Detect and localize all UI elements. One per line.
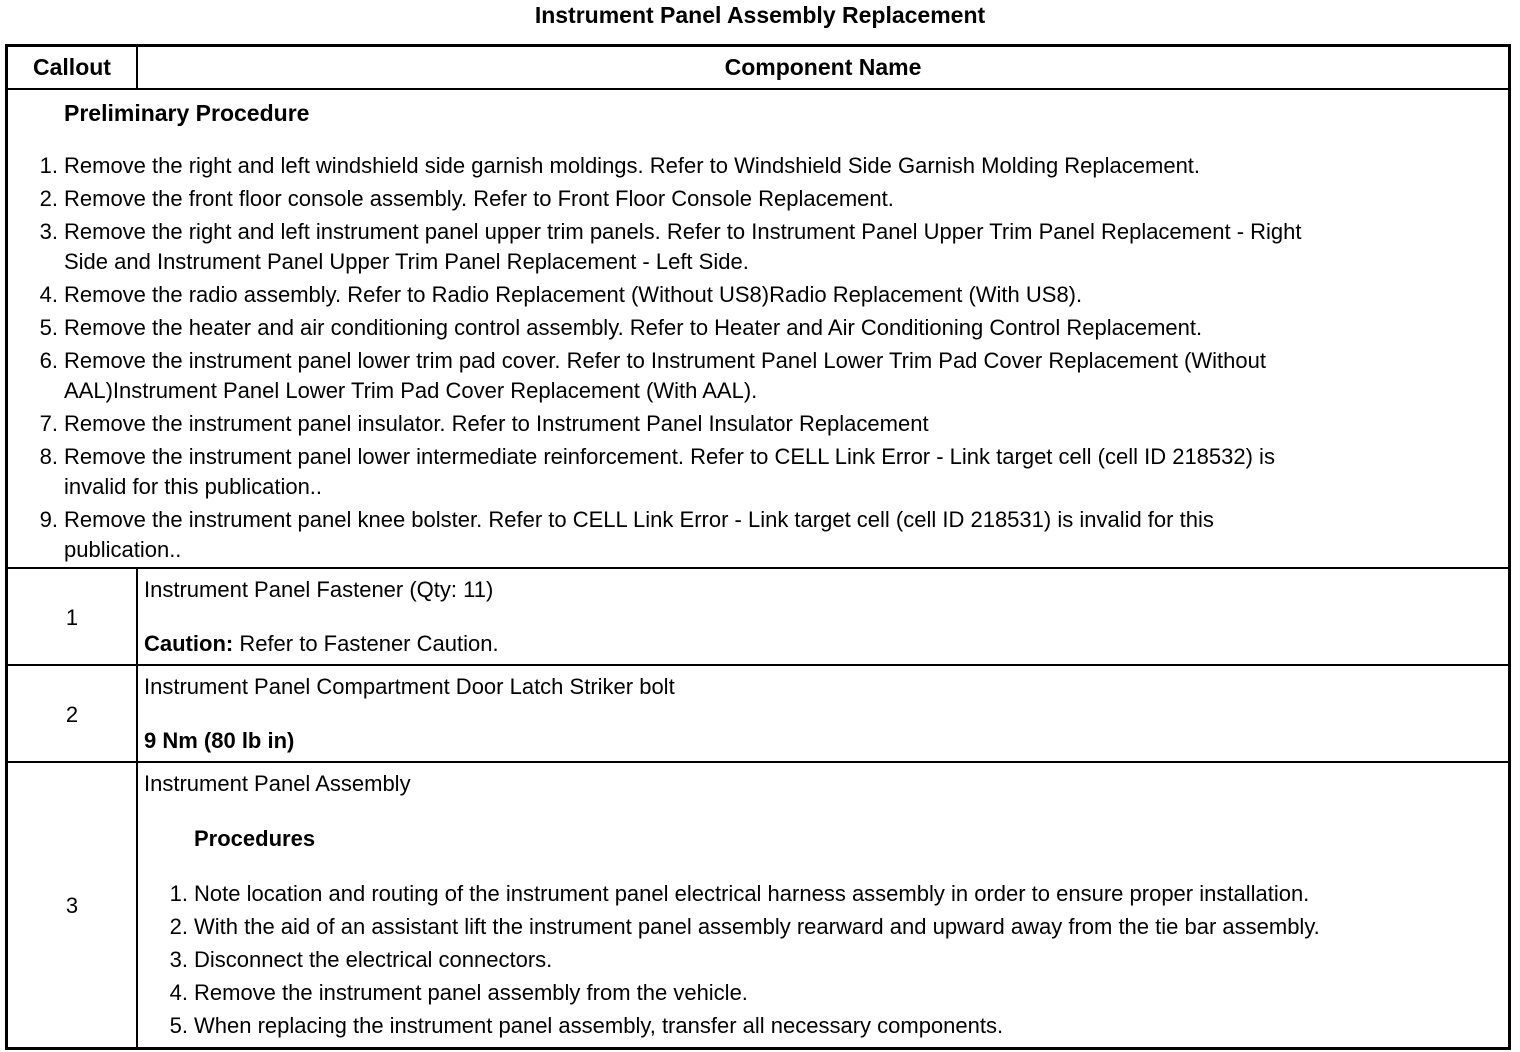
table-row: [8, 569, 1508, 664]
preliminary-step: [39, 280, 1494, 310]
step-text: publication..: [64, 537, 182, 562]
caution-text: Refer to Fastener Caution.: [233, 631, 499, 656]
caution-label: Caution:: [144, 631, 234, 656]
column-divider: [136, 47, 138, 88]
step-number: 3.: [169, 947, 188, 972]
step-number: 5.: [169, 1013, 188, 1038]
callout-number: 2: [65, 702, 79, 727]
component-name: Instrument Panel Compartment Door Latch Striker bolt: [144, 674, 675, 699]
step-number: 8.: [39, 444, 58, 469]
procedure-table: [5, 44, 1511, 1050]
preliminary-step: [39, 151, 1494, 181]
table-row: [8, 763, 1508, 1047]
step-text: Disconnect the electrical connectors.: [194, 947, 553, 972]
step-text: Remove the radio assembly. Refer to Radio Replacement (Without US8)Radio Replacement (With US8).: [64, 282, 1083, 307]
step-number: 5.: [39, 315, 58, 340]
step-text: Remove the front floor console assembly. Refer to Front Floor Console Replacement.: [64, 186, 894, 211]
step-text: Side and Instrument Panel Upper Trim Panel Replacement - Left Side.: [64, 249, 749, 274]
page-title: Instrument Panel Assembly Replacement: [534, 2, 986, 28]
step-number: 1.: [169, 881, 188, 906]
preliminary-step: [39, 346, 1494, 406]
step-text: Note location and routing of the instrument panel electrical harness assembly in order to ensure proper installation.: [194, 881, 1310, 906]
step-number: 7.: [39, 411, 58, 436]
component-name: Instrument Panel Fastener (Qty: 11): [144, 577, 494, 602]
step-text: With the aid of an assistant lift the instrument panel assembly rearward and upward away from the tie bar assembly.: [194, 914, 1320, 939]
caution-note: [144, 629, 499, 659]
header-component-name: Component Name: [724, 54, 922, 80]
torque-spec: 9 Nm (80 lb in): [144, 728, 295, 753]
header-callout: Callout: [33, 54, 111, 80]
preliminary-step: [39, 184, 1494, 214]
step-text: AAL)Instrument Panel Lower Trim Pad Cover Replacement (With AAL).: [64, 378, 758, 403]
procedure-step: [169, 1011, 1494, 1041]
preliminary-step: [39, 442, 1494, 502]
column-divider: [136, 569, 138, 1047]
step-number: 2.: [39, 186, 58, 211]
step-text: Remove the heater and air conditioning control assembly. Refer to Heater and Air Conditioning Control Replacement.: [64, 315, 1203, 340]
procedure-step: [169, 912, 1494, 942]
preliminary-step: [39, 217, 1494, 277]
procedure-step: [169, 945, 1494, 975]
procedures-heading: Procedures: [194, 826, 316, 851]
step-text: Remove the instrument panel insulator. Refer to Instrument Panel Insulator Replacement: [64, 411, 929, 436]
callout-number: 1: [65, 605, 79, 630]
callout-number: 3: [65, 893, 79, 918]
procedure-step: [169, 879, 1494, 909]
preliminary-steps: [39, 151, 1494, 568]
step-text: When replacing the instrument panel assembly, transfer all necessary components.: [194, 1013, 1004, 1038]
row-divider: [8, 88, 1508, 90]
step-number: 1.: [39, 153, 58, 178]
step-number: 6.: [39, 348, 58, 373]
preliminary-heading: Preliminary Procedure: [64, 100, 310, 126]
step-text: Remove the instrument panel lower trim pad cover. Refer to Instrument Panel Lower Trim Pad Cover Replacement (Without: [64, 348, 1266, 373]
preliminary-step: [39, 409, 1494, 439]
step-number: 4.: [39, 282, 58, 307]
procedure-steps: [169, 879, 1494, 1044]
preliminary-step: [39, 313, 1494, 343]
step-text: Remove the instrument panel assembly from the vehicle.: [194, 980, 748, 1005]
step-number: 9.: [39, 507, 58, 532]
preliminary-step: [39, 505, 1494, 565]
procedure-step: [169, 978, 1494, 1008]
step-text: Remove the instrument panel lower intermediate reinforcement. Refer to CELL Link Error - Link target cell (cell ID 218532) is: [64, 444, 1275, 469]
step-number: 4.: [169, 980, 188, 1005]
step-number: 2.: [169, 914, 188, 939]
step-text: Remove the instrument panel knee bolster. Refer to CELL Link Error - Link target cell (cell ID 218531) is invalid for this: [64, 507, 1214, 532]
component-name: Instrument Panel Assembly: [144, 771, 411, 796]
step-text: Remove the right and left windshield side garnish moldings. Refer to Windshield Side Garnish Molding Replacement.: [64, 153, 1201, 178]
step-number: 3.: [39, 219, 58, 244]
step-text: Remove the right and left instrument panel upper trim panels. Refer to Instrument Panel Upper Trim Panel Replacement - Right: [64, 219, 1302, 244]
step-text: invalid for this publication..: [64, 474, 323, 499]
table-row: [8, 666, 1508, 761]
